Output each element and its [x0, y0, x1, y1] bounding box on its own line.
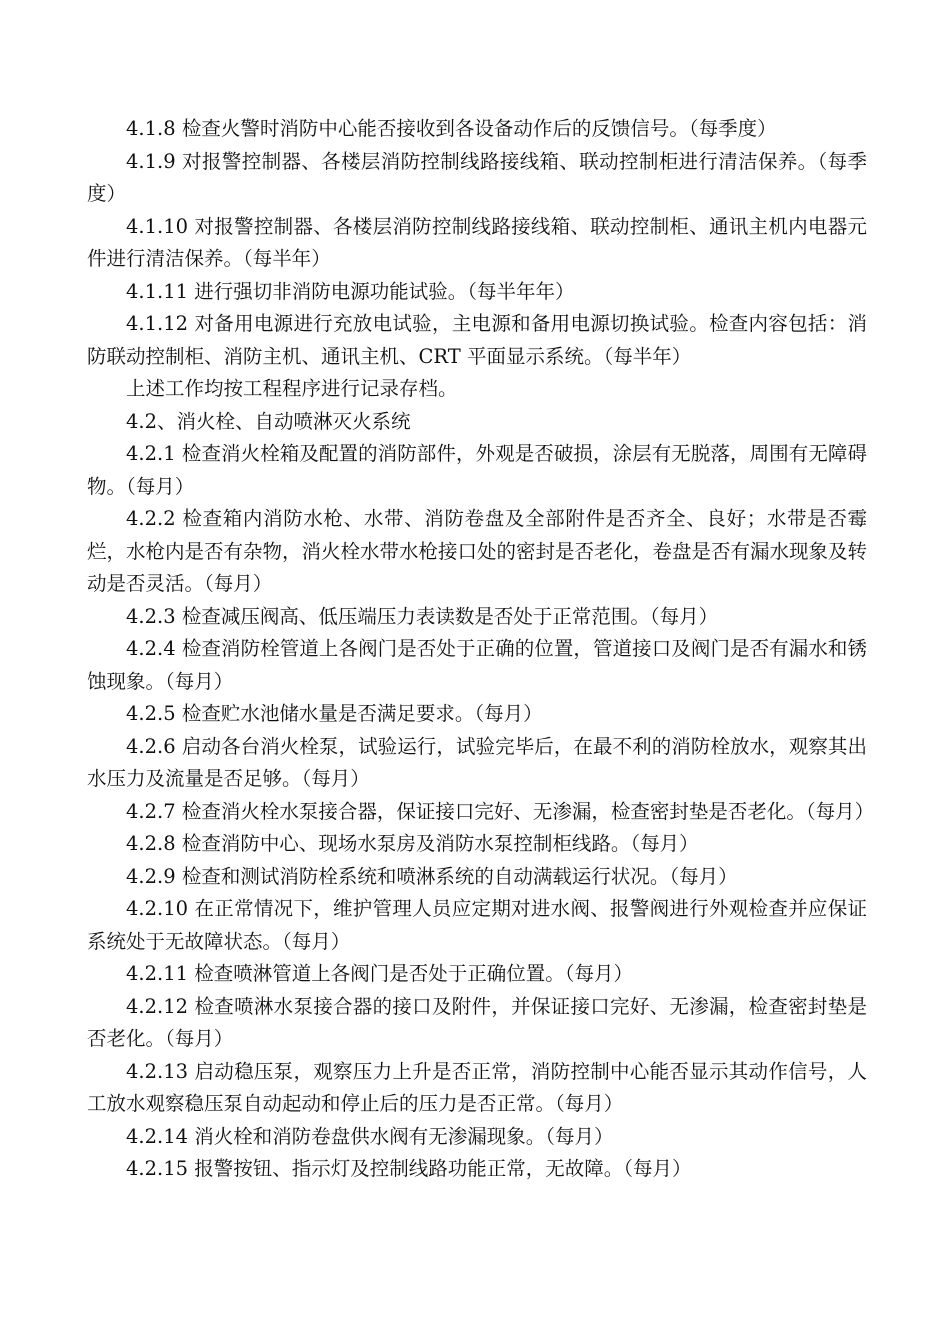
paragraph-4-2-3: 4.2.3 检查减压阀高、低压端压力表读数是否处于正常范围。（每月） — [126, 604, 719, 628]
paragraph-4-1-12: 4.1.12 对备用电源进行充放电试验，主电源和备用电源切换试验。检查内容包括：消防联动控制柜、消防主机、通讯主机、CRT 平面显示系统。（每半年） — [87, 312, 867, 368]
paragraph-4-2-6: 4.2.6 启动各台消火栓泵，试验运行，试验完毕后，在最不利的消防栓放水，观察其出水压力及流量是否足够。（每月） — [87, 734, 867, 790]
paragraph-4-1-9: 4.1.9 对报警控制器、各楼层消防控制线路接线箱、联动控制柜进行清洁保养。（每季度） — [87, 149, 867, 205]
paragraph-4-2-15: 4.2.15 报警按钮、指示灯及控制线路功能正常，无故障。（每月） — [126, 1157, 692, 1180]
paragraph-4-2-8: 4.2.8 检查消防中心、现场水泵房及消防水泵控制柜线路。（每月） — [126, 832, 699, 855]
document-body — [87, 113, 875, 1186]
paragraph-4-2-7: 4.2.7 检查消火栓水泵接合器，保证接口完好、无渗漏，检查密封垫是否老化。（每月） — [126, 799, 875, 823]
paragraph-4-2-12: 4.2.12 检查喷淋水泵接合器的接口及附件，并保证接口完好、无渗漏，检查密封垫是否老化。（每月） — [87, 994, 867, 1050]
paragraph-4-1-10: 4.1.10 对报警控制器、各楼层消防控制线路接线箱、联动控制柜、通讯主机内电器元件进行清洁保养。（每半年） — [87, 214, 867, 270]
paragraph-4-2-14: 4.2.14 消火栓和消防卷盘供水阀有无渗漏现象。（每月） — [126, 1124, 614, 1148]
paragraph-4-2-11: 4.2.11 检查喷淋管道上各阀门是否处于正确位置。（每月） — [126, 962, 633, 985]
paragraph-4-2-4: 4.2.4 检查消防栓管道上各阀门是否处于正确的位置，管道接口及阀门是否有漏水和锈蚀现象。（每月） — [87, 637, 867, 693]
paragraph-4-2-5: 4.2.5 检查贮水池储水量是否满足要求。（每月） — [126, 702, 543, 725]
paragraph-4-2-1: 4.2.1 检查消火栓箱及配置的消防部件，外观是否破损，涂层有无脱落，周围有无障碍物。（每月） — [87, 442, 867, 498]
section-heading-4-2: 4.2、消火栓、自动喷淋灭火系统 — [126, 409, 411, 433]
paragraph-4-2-2: 4.2.2 检查箱内消防水枪、水带、消防卷盘及全部附件是否齐全、良好；水带是否霉烂，水枪内是否有杂物，消火栓水带水枪接口处的密封是否老化，卷盘是否有漏水现象及转动是否灵活。（每月） — [87, 507, 868, 595]
paragraph-4-2-9: 4.2.9 检查和测试消防栓系统和喷淋系统的自动满载运行状况。（每月） — [126, 864, 738, 888]
paragraph-4-1-11: 4.1.11 进行强切非消防电源功能试验。（每半年年） — [126, 279, 575, 303]
paragraph-4-2-13: 4.2.13 启动稳压泵，观察压力上升是否正常，消防控制中心能否显示其动作信号，人工放水观察稳压泵自动起动和停止后的压力是否正常。（每月） — [87, 1059, 867, 1115]
paragraph-4-2-10: 4.2.10 在正常情况下，维护管理人员应定期对进水阀、报警阀进行外观检查并应保证系统处于无故障状态。（每月） — [87, 897, 867, 953]
paragraph-4-1-8: 4.1.8 检查火警时消防中心能否接收到各设备动作后的反馈信号。（每季度） — [126, 117, 777, 140]
paragraph-record-note: 上述工作均按工程程序进行记录存档。 — [126, 377, 458, 400]
